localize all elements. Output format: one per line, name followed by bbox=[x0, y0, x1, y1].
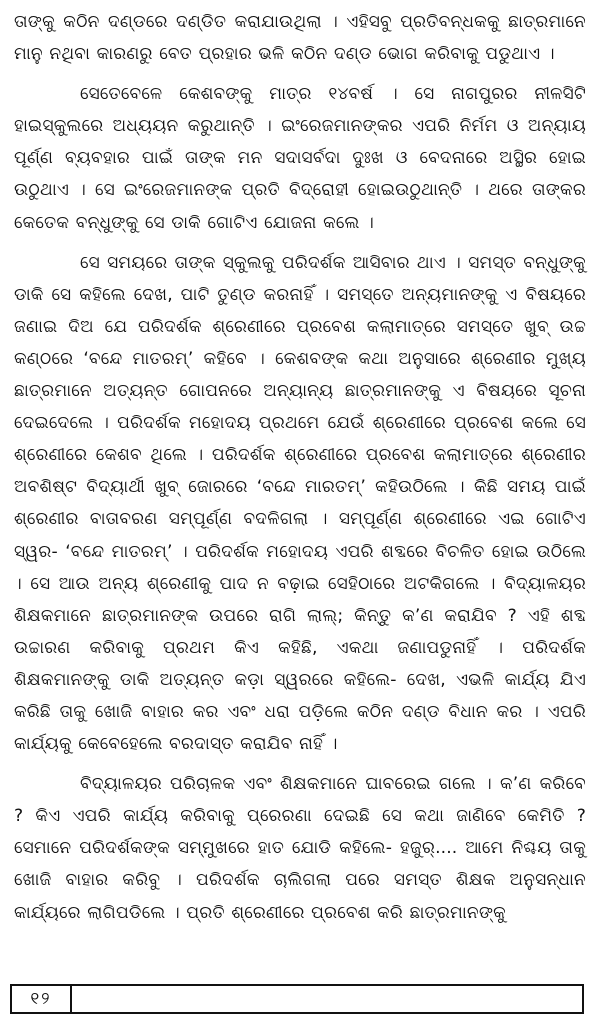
body-text bbox=[14, 6, 586, 929]
page-footer bbox=[10, 984, 584, 1014]
paragraph-1: ତାଙ୍କୁ କଠିନ ଦଣ୍ଡରେ ଦଣ୍ଡିତ କରାଯାଉଥିଲା । ଏହିସବୁ ପ୍ରତିବନ୍ଧକକୁ ଛାତ୍ରମାନେ ମାନୁ ନଥିବା କାରଣରୁ ବେତ ପ୍ରହାର ଭଳି କଠିନ ଦଣ୍ଡ ଭୋଗ କରିବାକୁ ପଡୁଥାଏ । bbox=[14, 12, 586, 65]
paragraph-3: ସେ ସମୟରେ ତାଙ୍କ ସ୍କୁଲକୁ ପରିଦର୍ଶକ ଆସିବାର ଥାଏ । ସମସ୍ତ ବନ୍ଧୁଙ୍କୁ ଡାକି ସେ କହିଲେ ଦେଖ, ପାଟି ତୁଣ୍ଡ କରନାହିଁ । ସମସ୍ତେ ଅନ୍ୟମାନଙ୍କୁ ଏ ବିଷୟରେ ଜଣାଇ ଦିଅ ଯେ ପରିଦର୍ଶକ ଶ୍ରେଣୀରେ ପ୍ରବେଶ କଲାମାତ୍ରେ ସମସ୍ତେ ଖୁବ୍ ଉଚ୍ଚ କଣ୍ଠରେ ‘ବନ୍ଦେ ମାତରମ୍’ କହିବେ । କେଶବଙ୍କ କଥା ଅନୁସାରେ ଶ୍ରେଣୀର ମୁଖ୍ୟ ଛାତ୍ରମାନେ ଅତ୍ୟନ୍ତ ଗୋପନରେ ଅନ୍ୟାନ୍ୟ ଛାତ୍ରମାନଙ୍କୁ ଏ ବିଷୟରେ ସୂଚନା ଦେଇଦେଲେ । ପରିଦର୍ଶକ ମହୋଦୟ ପ୍ରଥମେ ଯେଉଁ ଶ୍ରେଣୀରେ ପ୍ରବେଶ କଲେ ସେ ଶ୍ରେଣୀରେ କେଶବ ଥିଲେ । ପରିଦର୍ଶକ ଶ୍ରେଣୀରେ ପ୍ରବେଶ କଲାମାତ୍ରେ ଶ୍ରେଣୀର ଅବଶିଷ୍ଟ ବିଦ୍ୟାର୍ଥୀ ଖୁବ୍ ଜୋରରେ ‘ବନ୍ଦେ ମାରତମ୍’ କହିଉଠିଲେ । କିଛି ସମୟ ପାଇଁ ଶ୍ରେଣୀର ବାତାବରଣ ସମ୍ପୂର୍ଣ୍ଣ ବଦଳିଗଲା । ସମ୍ପୂର୍ଣ୍ଣ ଶ୍ରେଣୀରେ ଏଇ ଗୋଟିଏ ସ୍ୱର- ‘ବନ୍ଦେ ମାତରମ୍’ । ପରିଦର୍ଶକ ମହୋଦୟ ଏପରି ଶବ୍ଦରେ ବିଚଳିତ ହୋଇ ଉଠିଲେ । ସେ ଆଉ ଅନ୍ୟ ଶ୍ରେଣୀକୁ ପାଦ ନ ବଢ଼ାଇ ସେହିଠାରେ ଅଟକିଗଲେ । ବିଦ୍ୟାଳୟର ଶିକ୍ଷକମାନେ ଛାତ୍ରମାନଙ୍କ ଉପରେ ରାଗି ଲାଲ୍; କିନ୍ତୁ କ’ଣ କରାଯିବ ? ଏହି ଶବ୍ଦ ଉଚ୍ଚାରଣ କରିବାକୁ ପ୍ରଥମ କିଏ କହିଛି, ଏକଥା ଜଣାପଡୁନାହିଁ । ପରିଦର୍ଶକ ଶିକ୍ଷକମାନଙ୍କୁ ଡାକି ଅତ୍ୟନ୍ତ କଡ଼ା ସ୍ୱରରେ କହିଲେ- ଦେଖ, ଏଭଳି କାର୍ଯ୍ୟ ଯିଏ କରିଛି ତାକୁ ଖୋଜି ବାହାର କର ଏବଂ ଧରା ପଡ଼ିଲେ କଠିନ ଦଣ୍ଡ ବିଧାନ କର । ଏପରି କାର୍ଯ୍ୟକୁ କେବେହେଲେ ବରଦାସ୍ତ କରାଯିବ ନାହିଁ । bbox=[14, 252, 586, 755]
paragraph-2: ସେତେବେଳେ କେଶବଙ୍କୁ ମାତ୍ର ୧୪ବର୍ଷ । ସେ ନାଗପୁରର ନୀଳସିଟି ହାଇସ୍କୁଲରେ ଅଧ୍ୟୟନ କରୁଥାନ୍ତି । ଇଂରେଜମାନଙ୍କର ଏପରି ନିର୍ମମ ଓ ଅନ୍ୟାୟ ପୂର୍ଣ୍ଣ ବ୍ୟବହାର ପାଇଁ ତାଙ୍କ ମନ ସଦାସର୍ବଦା ଦୁଃଖ ଓ ବେଦନାରେ ଅସ୍ଥିର ହୋଇ ଉଠୁଥାଏ । ସେ ଇଂରେଜମାନଙ୍କ ପ୍ରତି ବିଦ୍ରୋହୀ ହୋଇଉଠୁଥାନ୍ତି । ଥରେ ତାଙ୍କର କେତେକ ବନ୍ଧୁଙ୍କୁ ସେ ଡାକି ଗୋଟିଏ ଯୋଜନା କଲେ । bbox=[14, 84, 586, 233]
paragraph-4: ବିଦ୍ୟାଳୟର ପରିଚାଳକ ଏବଂ ଶିକ୍ଷକମାନେ ଘାବରେଇ ଗଲେ । କ’ଣ କରିବେ ? କିଏ ଏପରି କାର୍ଯ୍ୟ କରିବାକୁ ପ୍ରେରଣା ଦେଇଛି ସେ କଥା ଜାଣିବେ କେମିତି ? ସେମାନେ ପରିଦର୍ଶକଙ୍କ ସମ୍ମୁଖରେ ହାତ ଯୋଡି କହିଲେ- ହଜୁର୍.... ଆମେ ନିଶ୍ଚୟ ତାକୁ ଖୋଜି ବାହାର କରିବୁ । ପରିଦର୍ଶକ ଚାଲିଗଲା ପରେ ସମସ୍ତ ଶିକ୍ଷକ ଅନୁସନ୍ଧାନ କାର୍ଯ୍ୟରେ ଲାଗିପଡିଲେ । ପ୍ରତି ଶ୍ରେଣୀରେ ପ୍ରବେଶ କରି ଛାତ୍ରମାନଙ୍କୁ bbox=[14, 774, 586, 923]
footer-blank-box bbox=[72, 986, 582, 1012]
page-number: ୧୨ bbox=[12, 986, 72, 1012]
